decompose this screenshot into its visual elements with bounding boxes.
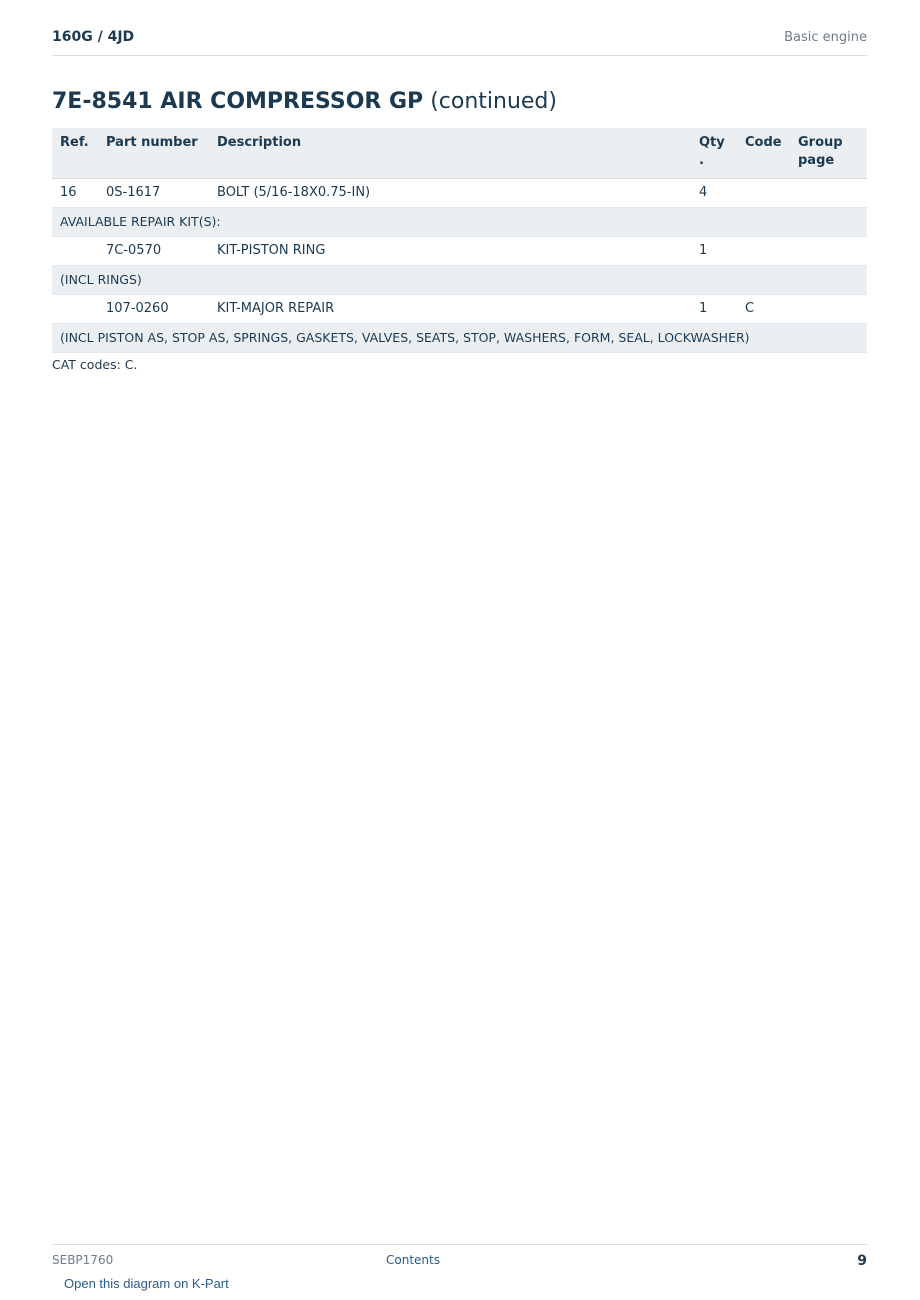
table-row — [52, 179, 867, 208]
column-header-qty: Qty . — [691, 128, 737, 179]
row-note: AVAILABLE REPAIR KIT(S): — [52, 208, 867, 237]
row-part-number: 107-0260 — [98, 295, 209, 324]
table-row — [52, 295, 867, 324]
page-footer — [52, 1244, 867, 1269]
machine-model: 160G / 4JD — [52, 29, 135, 45]
contents-link[interactable]: Contents — [386, 1253, 440, 1267]
table-row — [52, 237, 867, 266]
row-note: (INCL PISTON AS, STOP AS, SPRINGS, GASKETS, VALVES, SEATS, STOP, WASHERS, FORM, SEAL, LOCKWASHER) — [52, 324, 867, 353]
row-qty: 1 — [691, 237, 737, 266]
page-title-main: 7E-8541 AIR COMPRESSOR GP — [52, 89, 424, 114]
open-kpart-link[interactable]: Open this diagram on K-Part — [64, 1276, 229, 1291]
table-header-row — [52, 128, 867, 179]
row-part-number: 0S-1617 — [98, 179, 209, 208]
page-title-suffix: (continued) — [430, 89, 557, 114]
parts-table — [52, 128, 867, 353]
row-qty: 4 — [691, 179, 737, 208]
table-body — [52, 179, 867, 353]
column-header-part-number: Part number — [98, 128, 209, 179]
row-group-page — [790, 295, 867, 324]
row-qty: 1 — [691, 295, 737, 324]
table-note-row — [52, 208, 867, 237]
row-ref: 16 — [52, 179, 98, 208]
document-id: SEBP1760 — [52, 1253, 114, 1267]
row-group-page — [790, 237, 867, 266]
table-note-row — [52, 266, 867, 295]
column-header-group-page: Group page — [790, 128, 867, 179]
row-description: KIT-PISTON RING — [209, 237, 691, 266]
table-note-row — [52, 324, 867, 353]
cat-codes-note: CAT codes: C. — [52, 357, 138, 372]
column-header-code: Code — [737, 128, 790, 179]
row-code — [737, 237, 790, 266]
column-header-description: Description — [209, 128, 691, 179]
column-header-ref: Ref. — [52, 128, 98, 179]
row-note: (INCL RINGS) — [52, 266, 867, 295]
row-ref — [52, 237, 98, 266]
row-description: KIT-MAJOR REPAIR — [209, 295, 691, 324]
page-header — [52, 29, 867, 56]
row-description: BOLT (5/16-18X0.75-IN) — [209, 179, 691, 208]
row-ref — [52, 295, 98, 324]
row-part-number: 7C-0570 — [98, 237, 209, 266]
page-title — [52, 89, 557, 114]
section-name: Basic engine — [784, 30, 867, 45]
row-group-page — [790, 179, 867, 208]
page-number: 9 — [857, 1253, 867, 1269]
row-code: C — [737, 295, 790, 324]
row-code — [737, 179, 790, 208]
